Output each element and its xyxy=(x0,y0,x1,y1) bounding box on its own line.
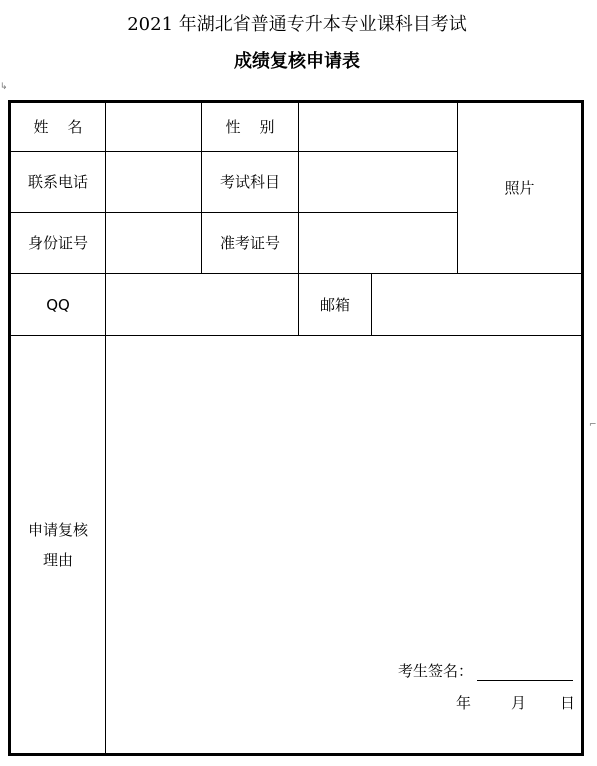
signature-line[interactable] xyxy=(477,666,573,681)
subject-label: 考试科目 xyxy=(201,151,299,213)
photo-box[interactable]: 照片 xyxy=(457,102,582,274)
qq-field[interactable] xyxy=(105,273,299,336)
phone-label: 联系电话 xyxy=(10,151,106,213)
reason-label: 申请复核 理由 xyxy=(10,335,106,754)
scroll-marker-icon: ⌐ xyxy=(589,420,597,430)
form-subtitle: 成绩复核申请表 xyxy=(234,51,360,72)
id-number-label: 身份证号 xyxy=(10,212,106,274)
date-day: 日 xyxy=(560,694,576,712)
ticket-number-label: 准考证号 xyxy=(201,212,299,274)
name-field[interactable] xyxy=(105,102,202,152)
signature-row xyxy=(398,660,573,681)
gender-label: 性 别 xyxy=(201,102,299,152)
application-form-table xyxy=(8,100,584,756)
email-label: 邮箱 xyxy=(298,273,372,336)
date-year: 年 xyxy=(456,694,472,712)
qq-label: QQ xyxy=(10,273,106,336)
gender-field[interactable] xyxy=(298,102,458,152)
email-field[interactable] xyxy=(371,273,582,336)
id-number-field[interactable] xyxy=(105,212,202,274)
name-label: 姓 名 xyxy=(10,102,106,152)
ticket-number-field[interactable] xyxy=(298,212,458,274)
form-title: 2021 年湖北省普通专升本专业课科目考试 xyxy=(127,14,467,35)
signature-label: 考生签名： xyxy=(398,662,474,680)
margin-marker-icon: ↳ xyxy=(0,82,8,92)
date-month: 月 xyxy=(511,694,527,712)
subject-field[interactable] xyxy=(298,151,458,213)
phone-field[interactable] xyxy=(105,151,202,213)
